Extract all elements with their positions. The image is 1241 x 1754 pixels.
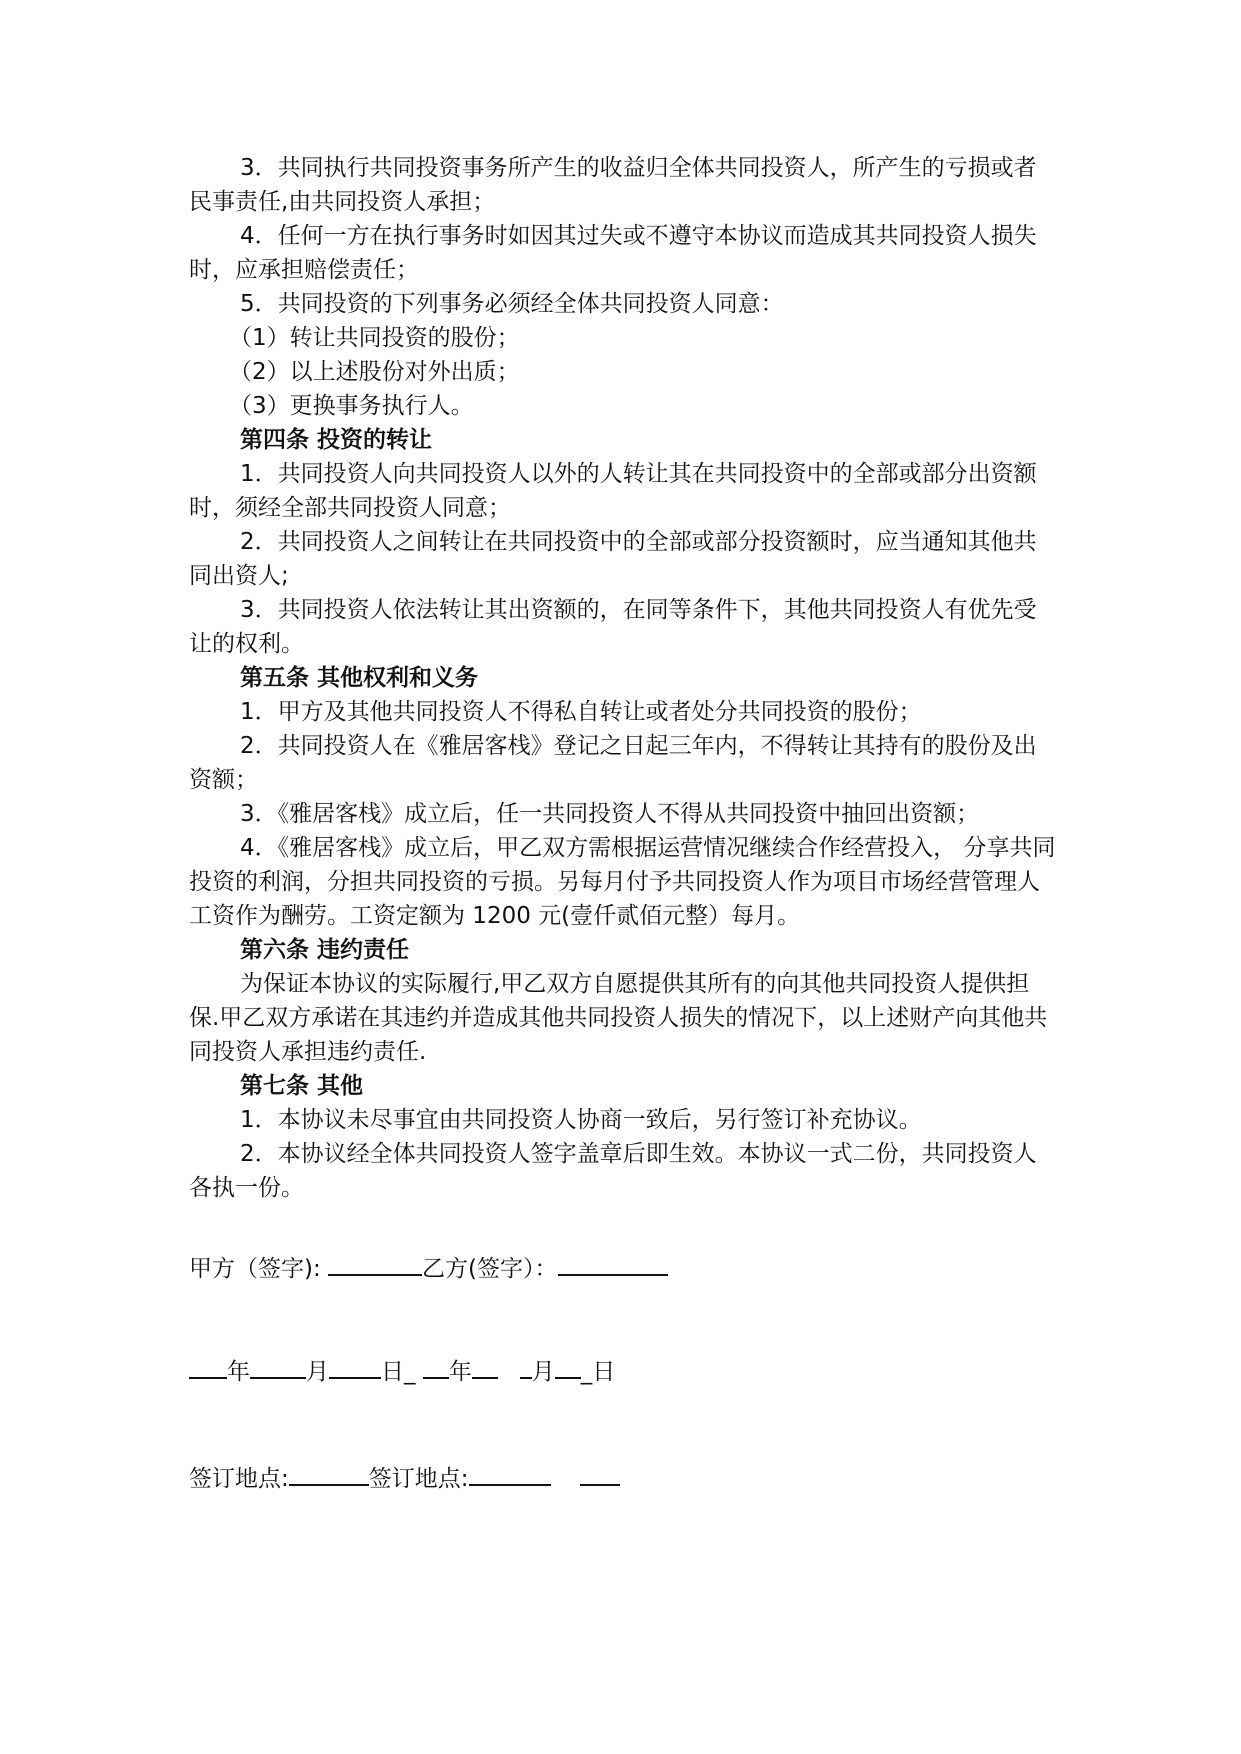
place-line — [189, 1462, 620, 1496]
place-blank-a[interactable] — [289, 1462, 369, 1486]
sub-item: （1）转让共同投资的股份； — [229, 325, 520, 351]
place-label-a: 签订地点: — [189, 1466, 289, 1492]
clause-paragraph: 3．共同执行共同投资事务所产生的收益归全体共同投资人，所产生的亏损或者民事责任,由共同投资人承担； — [189, 155, 1037, 215]
clause-paragraph: 4．《雅居客栈》成立后，甲乙双方需根据运营情况继续合作经营投入， 分享共同投资的利润，分担共同投资的亏损。另每月付予共同投资人作为项目市场经营管理人工资作为酬劳。工资定额为 1200 元(壹仟贰佰元整）每月。 — [189, 835, 1056, 929]
day-label: 日 — [381, 1359, 404, 1385]
article-heading: 第四条 投资的转让 — [240, 427, 433, 453]
article-heading: 第六条 违约责任 — [240, 937, 410, 963]
clause-paragraph: 1．本协议未尽事宜由共同投资人协商一致后，另行签订补充协议。 — [240, 1107, 922, 1133]
month-blank-a[interactable] — [250, 1355, 306, 1379]
clause-paragraph: 1．共同投资人向共同投资人以外的人转让其在共同投资中的全部或部分出资额时，须经全部共同投资人同意； — [189, 461, 1037, 521]
party-a-label: 甲方（签字): — [189, 1256, 321, 1282]
sub-item: （3）更换事务执行人。 — [229, 393, 474, 419]
clause-paragraph: 5．共同投资的下列事务必须经全体共同投资人同意： — [240, 291, 784, 317]
article-heading: 第五条 其他权利和义务 — [240, 665, 479, 691]
article-heading: 第七条 其他 — [240, 1073, 364, 1099]
date-line — [189, 1355, 615, 1389]
clause-paragraph: 1．甲方及其他共同投资人不得私自转让或者处分共同投资的股份； — [240, 699, 922, 725]
year-blank-a[interactable] — [189, 1355, 227, 1379]
party-b-label: 乙方(签字）： — [422, 1256, 558, 1282]
clause-paragraph: 2．共同投资人在《雅居客栈》登记之日起三年内，不得转让其持有的股份及出资额； — [189, 733, 1037, 793]
year-label-b: 年 — [448, 1359, 472, 1385]
day-blank-b[interactable] — [555, 1355, 581, 1379]
party-a-signature-blank[interactable] — [328, 1252, 422, 1276]
month-label-b: 月 — [531, 1359, 555, 1385]
document-body — [189, 151, 1059, 1205]
date-separator: _ — [404, 1359, 416, 1385]
year-label: 年 — [227, 1359, 250, 1385]
clause-paragraph: 4．任何一方在执行事务时如因其过失或不遵守本协议而造成其共同投资人损失时，应承担赔偿责任； — [189, 223, 1037, 283]
clause-paragraph: 2．共同投资人之间转让在共同投资中的全部或部分投资额时，应当通知其他共同出资人; — [189, 529, 1037, 589]
clause-paragraph: 为保证本协议的实际履行,甲乙双方自愿提供其所有的向其他共同投资人提供担保.甲乙双方承诺在其违约并造成其他共同投资人损失的情况下，以上述财产向其他共同投资人承担违约责任. — [189, 971, 1048, 1065]
clause-paragraph: 3．共同投资人依法转让其出资额的，在同等条件下，其他共同投资人有优先受让的权利。 — [189, 597, 1037, 657]
sub-item: （2）以上述股份对外出质； — [229, 359, 520, 385]
clause-paragraph: 2．本协议经全体共同投资人签字盖章后即生效。本协议一式二份，共同投资人各执一份。 — [189, 1141, 1037, 1201]
place-blank-b[interactable] — [469, 1462, 551, 1486]
signature-line — [189, 1252, 668, 1286]
month-blank-b-1[interactable] — [472, 1355, 498, 1379]
day-blank-a[interactable] — [329, 1355, 381, 1379]
year-blank-b[interactable] — [423, 1355, 449, 1379]
month-blank-b-2[interactable] — [520, 1355, 532, 1379]
clause-paragraph: 3．《雅居客栈》成立后，任一共同投资人不得从共同投资中抽回出资额； — [240, 801, 980, 827]
day-label-b: _日 — [580, 1359, 616, 1385]
place-blank-c[interactable] — [580, 1462, 620, 1486]
party-b-signature-blank[interactable] — [558, 1252, 668, 1276]
place-label-b: 签订地点: — [368, 1466, 469, 1492]
month-label: 月 — [306, 1359, 329, 1385]
